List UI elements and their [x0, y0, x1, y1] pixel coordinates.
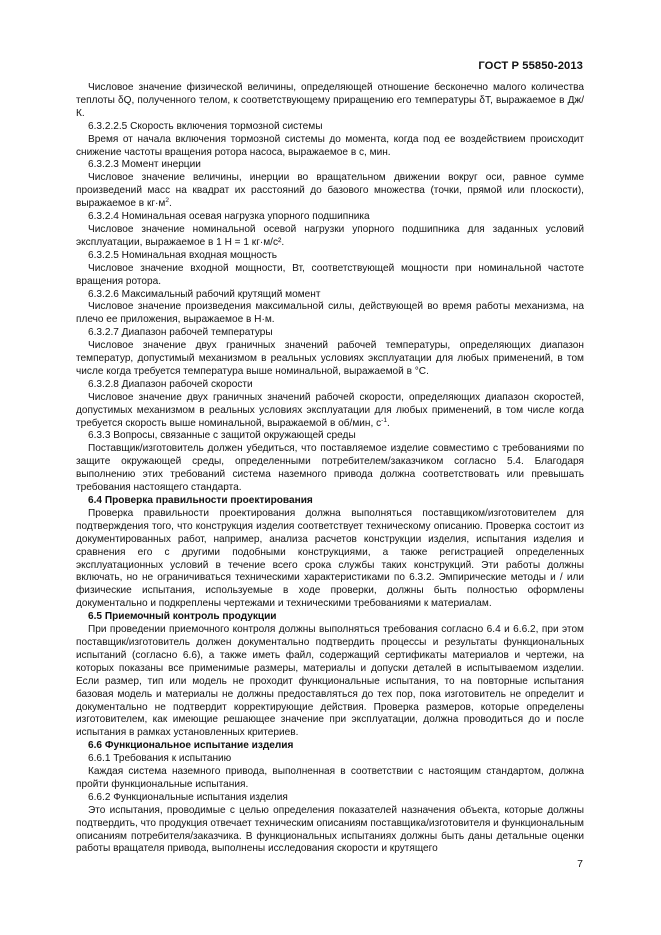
paragraph: Числовое значение двух граничных значений рабочей скорости, определяющих диапазон скоростей, допустимых механизмом в реальных условиях эксплуатации для любых применений, в том числе когда требуется скорость выше номинальной, выражаемой в об/мин, $с^{-1}$. [76, 391, 584, 429]
paragraph: Числовое значение величины, инерции во вращательном движении вокруг оси, равное сумме произведений масс на квадрат их расстояний до базового множества (точки, прямой или плоскости), выражаемое в $кг\cdot м^2$. [76, 172, 584, 210]
section-heading: 6.3.2.3 Момент инерции [88, 159, 201, 171]
superscript: -1 [381, 416, 387, 424]
section-heading: 6.3.2.7 Диапазон рабочей температуры [88, 327, 273, 339]
paragraph: Это испытания, проводимые с целью определения показателей назначения объекта, которые должны подтвердить, что продукция отвечает техническим описаниям поставщика/изготовителя и функциональным описаниям потребителя/заказчика. В функциональных испытаниях должны быть даны детальные оценки работы вращателя привода, выполнены исследования скорости и крутящего [76, 804, 584, 855]
paragraph: Каждая система наземного привода, выполненная в соответствии с настоящим стандартом, должна пройти функциональные испытания. [76, 766, 584, 790]
section-heading: 6.6.1 Требования к испытанию [88, 753, 232, 765]
paragraph: Проверка правильности проектирования должна выполняться поставщиком/изготовителем для подтверждения того, что конструкция изделия соответствует техническому описанию. Проверка состоит из документированных работ, например, анализа расчетов конструкции изделия, испытания изделия и сравнения его с другими подобными конструкциями, а также регистрацией определенных эксплуатационных условий в течение всего срока службы таких конструкций. Эти работы должны включать, но не ограничиваться техническими характеристиками по 6.3.2. Эмпирические методы и / или физические испытания, используемые в ходе проверки, должны быть полностью оформлены документально и подкреплены чертежами и техническими требованиями к материалам. [76, 507, 584, 610]
paragraph: Числовое значение физической величины, определяющей отношение бесконечно малого количества теплоты δQ, полученного телом, к соответствующему приращению его температуры δT, выражаемое в Дж/К. [76, 82, 584, 119]
section-heading: 6.6.2 Функциональные испытания изделия [88, 791, 288, 803]
paragraph: Числовое значение номинальной осевой нагрузки упорного подшипника для заданных условий эксплуатации, выражаемое в 1 Н = 1 кг·м/с². [76, 223, 584, 248]
page-number: 7 [577, 858, 583, 870]
section-heading-bold: 6.5 Приемочный контроль продукции [88, 611, 277, 623]
paragraph: Время от начала включения тормозной системы до момента, когда под ее воздействием происходит снижение частоты вращения ротора насоса, выражаемое в с, мин. [76, 133, 584, 158]
paragraph: Поставщик/изготовитель должен убедиться, что поставляемое изделие совместимо с требованиями по защите окружающей среды, определенными потребителем/заказчиком согласно 5.4. Благодаря выполнению этих требований система наземного привода должна соответствовать или превышать требования настоящего стандарта. [76, 443, 584, 494]
section-heading: 6.3.2.6 Максимальный рабочий крутящий момент [88, 288, 321, 300]
section-heading: 6.3.2.2.5 Скорость включения тормозной системы [88, 120, 323, 132]
section-heading-bold: 6.4 Проверка правильности проектирования [88, 495, 313, 506]
paragraph: Числовое значение произведения максимальной силы, действующей во время работы механизма, на плечо ее приложения, выражаемое в Н·м. [76, 301, 584, 326]
document-body [76, 82, 584, 856]
superscript: 2 [165, 197, 169, 205]
paragraph: Числовое значение двух граничных значений рабочей температуры, определяющих диапазон температур, допустимый механизмом в реальных условиях эксплуатации для любых применений, в том числе когда требуется температура выше номинальной, выражаемой в °С. [76, 340, 584, 377]
paragraph: При проведении приемочного контроля должны выполняться требования согласно 6.4 и 6.6.2, при этом поставщик/изготовитель должен документально подтвердить процессы и результаты функциональных испытаний (согласно 6.6), а также иметь файл, содержащий сертификаты материалов и чертежи, на которых показаны все применимые размеры, материалы и допуски деталей в испытываемом изделии. Если размер, тип или модель не проходит функциональные испытания, то на повторные испытания базовая модель и материалы не должны предоставляться до тех пор, пока изготовитель не определит и документально не подтвердит корректирующие действия. Проверка размеров, которые определены изготовителем, как имеющие решающее значение при эксплуатации, должна проводиться до и после испытания в рамках установленных критериев. [76, 624, 584, 739]
section-heading: 6.3.2.8 Диапазон рабочей скорости [88, 378, 253, 390]
section-heading: 6.3.2.4 Номинальная осевая нагрузка упорного подшипника [88, 211, 370, 223]
paragraph: Числовое значение входной мощности, Вт, соответствующей мощности при номинальной частоте вращения ротора. [76, 262, 584, 287]
standard-id: ГОСТ Р 55850-2013 [478, 60, 583, 72]
section-heading-bold: 6.6 Функциональное испытание изделия [88, 740, 294, 752]
section-heading: 6.3.3 Вопросы, связанные с защитой окружающей среды [88, 430, 356, 442]
section-heading: 6.3.2.5 Номинальная входная мощность [88, 249, 277, 261]
document-header [478, 60, 583, 72]
